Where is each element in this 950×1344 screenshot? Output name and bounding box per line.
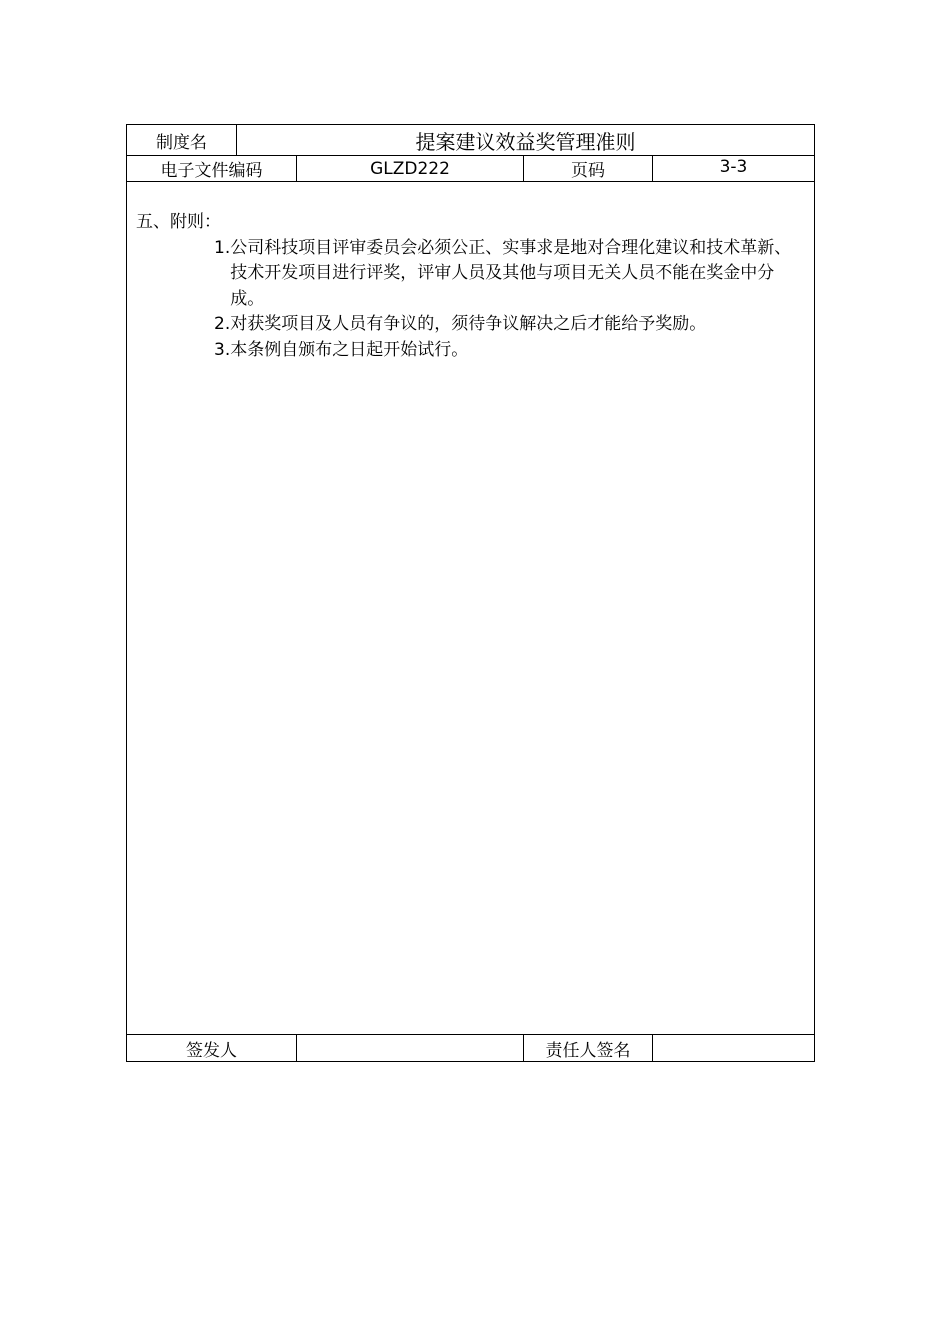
- list-item: [136, 338, 806, 364]
- item-text: 对获奖项目及人员有争议的，须待争议解决之后才能给予奖励。: [230, 314, 707, 334]
- regulation-form: [126, 124, 815, 1062]
- list-item: [136, 236, 806, 313]
- issuer-label: 签发人: [127, 1035, 297, 1061]
- page-number: 3-3: [719, 157, 748, 177]
- responsible-signature-field: [653, 1035, 814, 1061]
- regulation-title: 提案建议效益奖管理准则: [415, 129, 636, 154]
- page-label: 页码: [524, 156, 653, 181]
- responsible-person-label: 责任人签名: [524, 1035, 653, 1061]
- issuer-signature-field: [297, 1035, 524, 1061]
- list-item: [136, 312, 806, 338]
- item-text: 本条例自颁布之日起开始试行。: [230, 339, 469, 360]
- item-text: 公司科技项目评审委员会必须公正、实事求是地对合理化建议和技术革新、技术开发项目进行评奖，评审人员及其他与项目无关人员不能在奖金中分成。: [230, 237, 792, 309]
- section-heading: 五、附则：: [136, 212, 221, 232]
- header-row-title: [127, 125, 814, 156]
- content-text: [136, 210, 806, 363]
- file-code-label: 电子文件编码: [127, 156, 297, 181]
- content-area: [127, 182, 814, 1035]
- footer-row: [127, 1035, 814, 1061]
- regulation-name-label: 制度名: [127, 125, 237, 155]
- item-number: 2.: [214, 314, 231, 334]
- item-number: 1.: [214, 237, 231, 258]
- item-number: 3.: [214, 339, 231, 360]
- file-code-value: GLZD222: [297, 156, 524, 181]
- rules-list: [136, 236, 806, 364]
- header-row-code: [127, 156, 814, 182]
